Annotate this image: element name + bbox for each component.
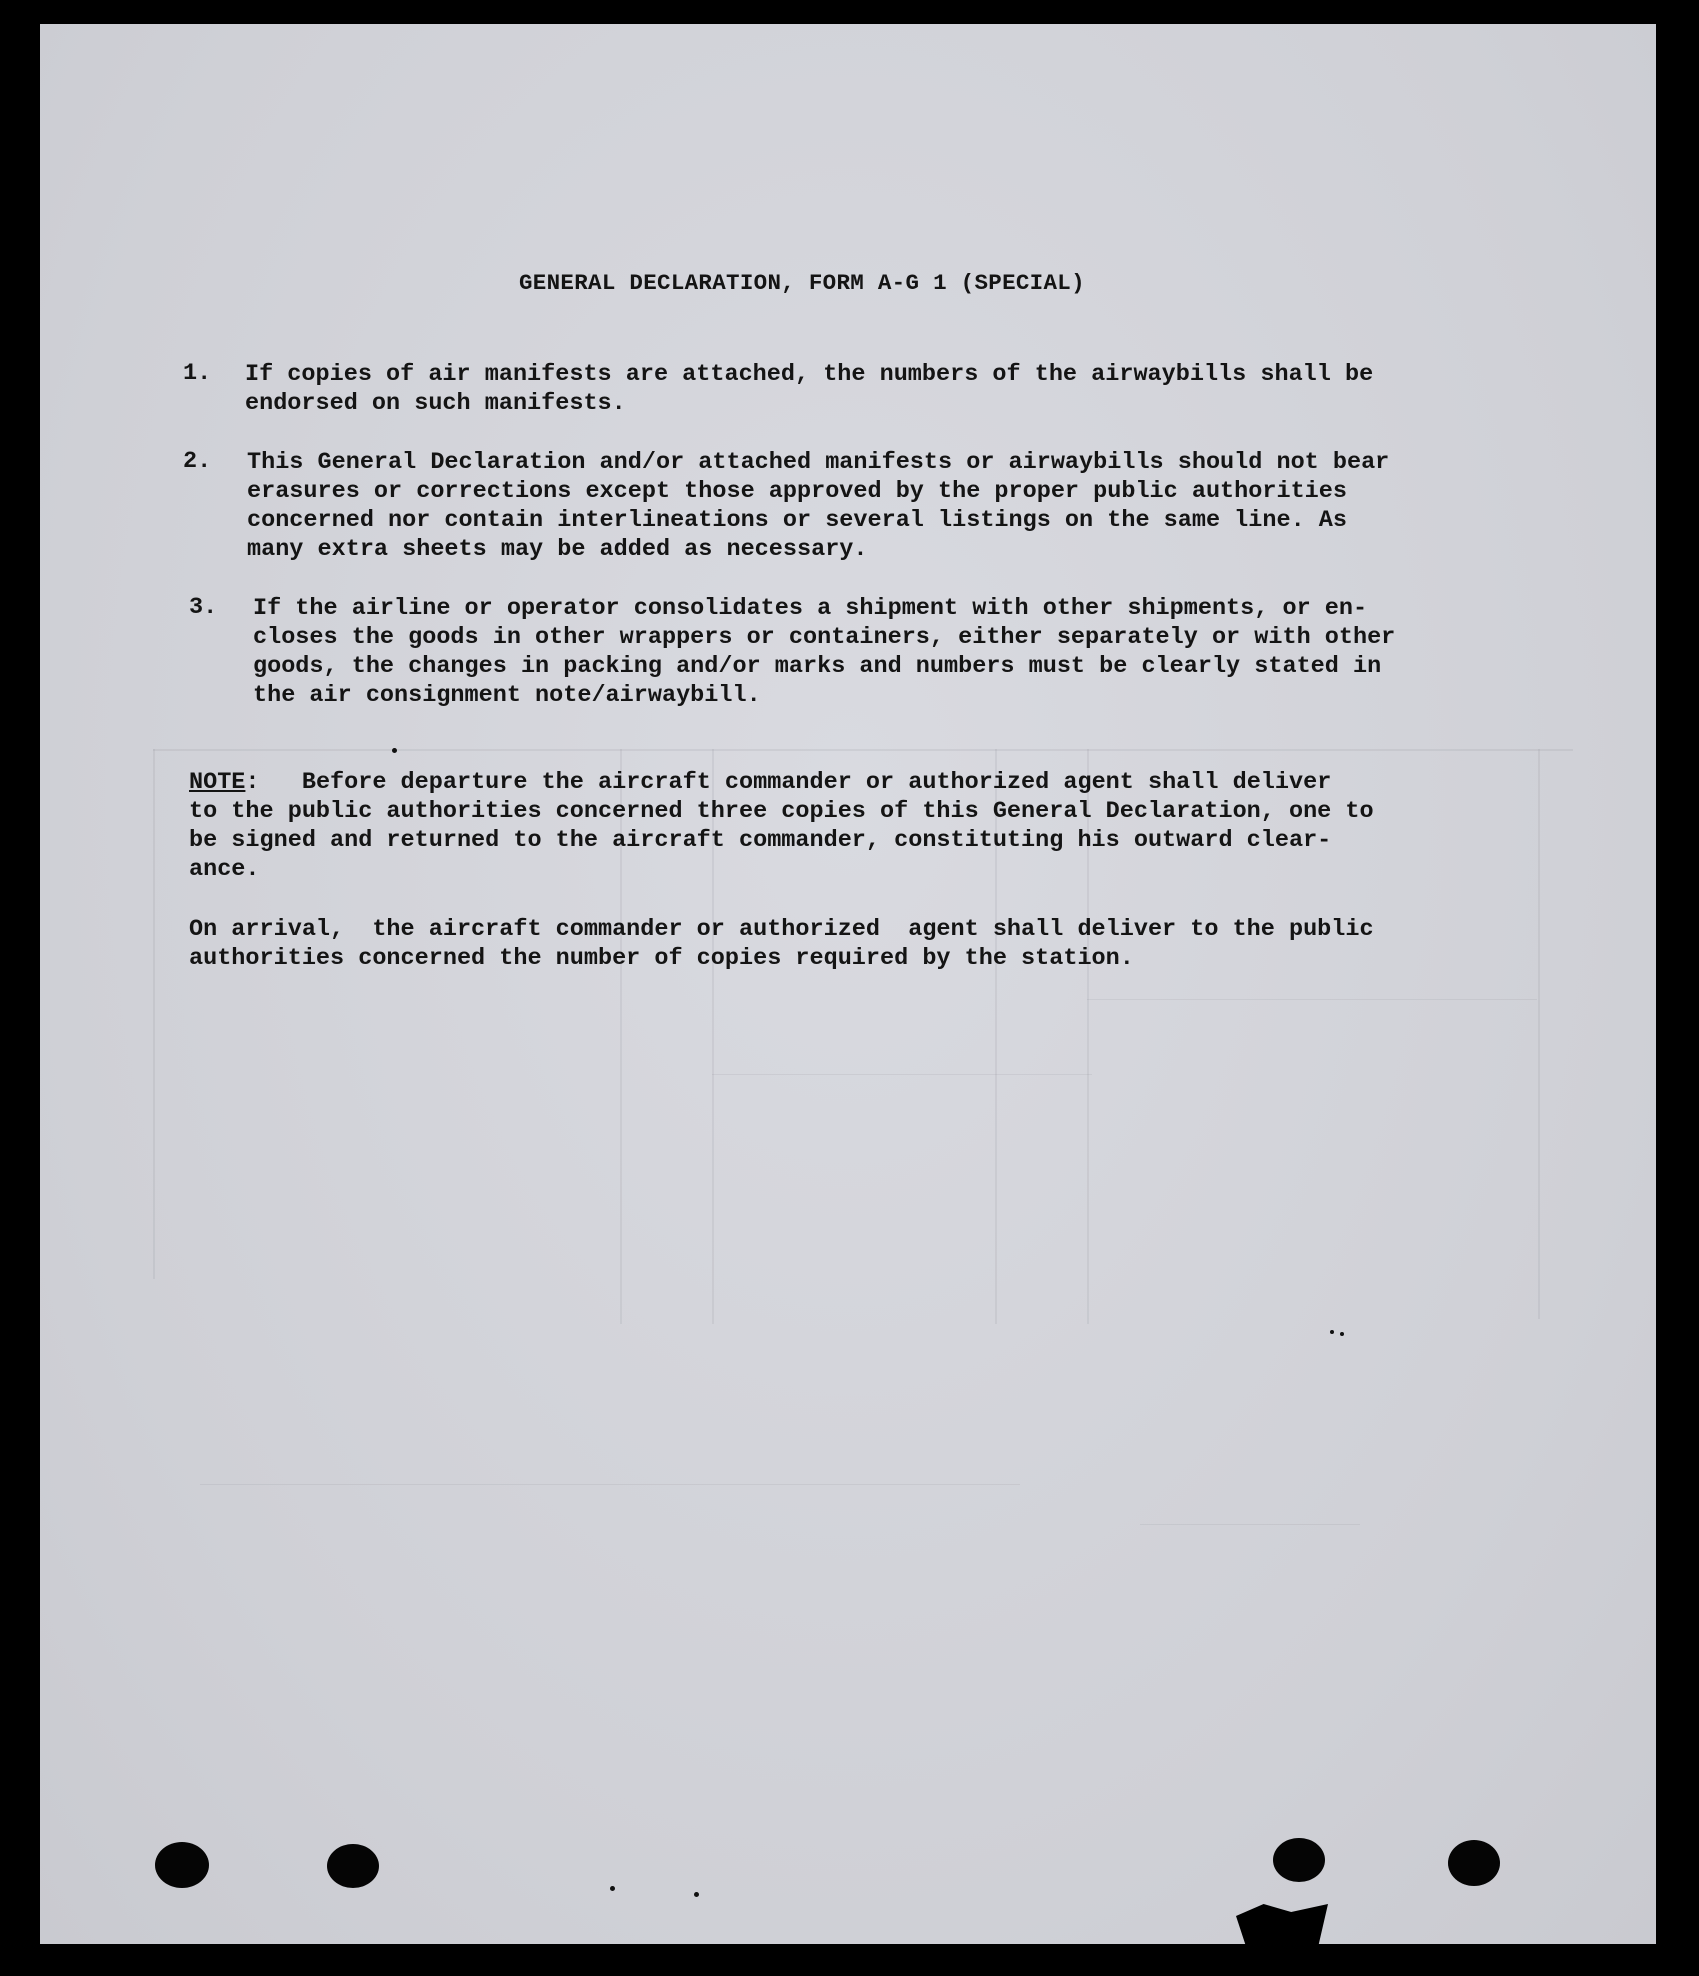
speck — [1330, 1330, 1334, 1334]
item-line: concerned nor contain interlineations or several listings on the same line. As — [247, 507, 1347, 534]
speck — [1340, 1332, 1344, 1336]
note-first-line-text: Before departure the aircraft commander or authorized agent shall deliver — [259, 769, 1332, 796]
item-line: many extra sheets may be added as necessary. — [247, 536, 868, 563]
item-line: If copies of air manifests are attached, the numbers of the airwaybills shall be — [245, 361, 1374, 388]
tear-mark — [1236, 1904, 1328, 1944]
bleed-through-line — [1538, 749, 1540, 1319]
note-paragraph — [189, 768, 1374, 884]
item-line: goods, the changes in packing and/or marks and numbers must be clearly stated in — [253, 653, 1382, 680]
note-colon: : — [245, 769, 260, 796]
punch-hole — [1273, 1838, 1325, 1882]
item-line: erasures or corrections except those approved by the proper public authorities — [247, 478, 1347, 505]
note-line: be signed and returned to the aircraft commander, constituting his outward clear- — [189, 827, 1332, 854]
speck — [392, 748, 397, 753]
arrival-paragraph — [189, 915, 1374, 973]
punch-hole — [327, 1844, 379, 1888]
item-line: If the airline or operator consolidates a shipment with other shipments, or en- — [253, 595, 1368, 622]
item-line: the air consignment note/airwaybill. — [253, 682, 761, 709]
arrival-line: On arrival, the aircraft commander or authorized agent shall deliver to the public — [189, 916, 1374, 943]
note-label: NOTE — [189, 769, 246, 796]
item-number: 3. — [189, 594, 218, 621]
page-title: GENERAL DECLARATION, FORM A-G 1 (SPECIAL) — [519, 270, 1085, 296]
list-item — [245, 360, 1373, 418]
bleed-through-line — [200, 1484, 1020, 1485]
bleed-through-line — [1087, 999, 1537, 1000]
bleed-through-line — [1140, 1524, 1360, 1525]
item-number: 1. — [183, 360, 212, 387]
arrival-line: authorities concerned the number of copies required by the station. — [189, 945, 1134, 972]
list-item — [247, 448, 1389, 564]
list-item — [253, 594, 1395, 710]
item-number: 2. — [183, 448, 212, 475]
bleed-through-line — [153, 749, 155, 1279]
speck — [610, 1886, 615, 1891]
document-page — [40, 24, 1656, 1944]
bleed-through-line — [153, 749, 1573, 751]
speck — [694, 1892, 699, 1897]
note-line: to the public authorities concerned three copies of this General Declaration, one to — [189, 798, 1374, 825]
item-line: This General Declaration and/or attached manifests or airwaybills should not bear — [247, 449, 1390, 476]
item-line: closes the goods in other wrappers or containers, either separately or with other — [253, 624, 1396, 651]
item-line: endorsed on such manifests. — [245, 390, 626, 417]
note-first-line — [189, 768, 1374, 797]
bleed-through-line — [712, 1074, 1092, 1075]
punch-hole — [155, 1842, 209, 1888]
punch-hole — [1448, 1840, 1500, 1886]
note-line: ance. — [189, 856, 260, 883]
